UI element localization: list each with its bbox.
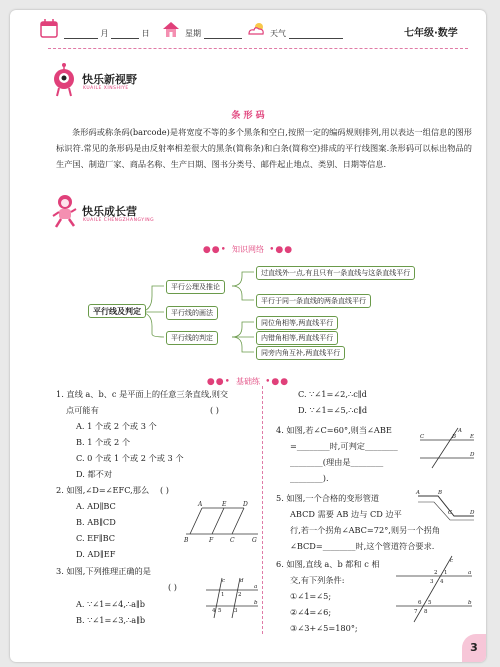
q6-condition-2: ②∠4=∠6; [290, 607, 332, 617]
q5-label-b: B [438, 490, 443, 496]
q6-condition-3: ③∠3+∠5=180°; [290, 623, 358, 633]
q4-stem: 4. 如图,若∠C=60°,则当∠ABE [276, 425, 392, 435]
q1-option-a[interactable]: A. 1 个或 2 个或 3 个 [76, 421, 157, 431]
article-body: 条形码或称条码(barcode)是将宽度不等的多个黑条和空白,按照一定的编码规则排列,用以表达一组信息的图形标识符.常见的条形码是由反射率相差很大的黑条(简称条)和白条(简称空)排成的平行线图案.条形码可以标出物品的生产国、制造厂家、商品名称、生产日期、图书分类号、邮件起止地点、类别、日期等信息. [56, 127, 472, 169]
q2-option-c[interactable]: C. EF∥BC [76, 533, 116, 543]
q4-figure [418, 426, 476, 470]
q2-label-g: G [252, 537, 257, 544]
q4-label-b: B [452, 434, 457, 440]
section-title-growth-camp: 快乐成长营 [82, 205, 137, 218]
q3-label-c: c [222, 578, 226, 584]
q2-label-d: D [243, 501, 248, 508]
q2-label-c: C [230, 537, 235, 544]
q1-option-b[interactable]: B. 1 个或 2 个 [76, 437, 131, 447]
network-root: 平行线及判定 [88, 304, 146, 318]
q3-label-4: 4 [212, 608, 216, 614]
q6-label-6: 6 [418, 600, 422, 606]
network-leaf-corresponding: 同位角相等,两直线平行 [256, 316, 338, 330]
q1-stem-cont: 点可能有 [66, 405, 99, 415]
q3-label-b: b [254, 600, 258, 606]
workbook-page [10, 10, 486, 662]
network-leaf-alternate: 内错角相等,两直线平行 [256, 331, 338, 345]
q4-label-e: E [470, 434, 475, 440]
q6-label-3: 3 [430, 579, 434, 585]
page-number: 3 [462, 634, 486, 662]
q4-reason-cont[interactable]: ________). [290, 473, 329, 483]
month-label: 月 [100, 29, 109, 38]
network-branch-criteria: 平行线的判定 [166, 331, 218, 345]
q2-label-f: F [209, 537, 214, 544]
q3-figure [204, 576, 260, 620]
q4-label-d: D [470, 452, 475, 458]
section-pinyin-new-horizons: KUAILE XINSHIYE [83, 86, 129, 91]
knowledge-network-label: 知识网络 [232, 245, 264, 254]
q5-label-a: A [416, 490, 420, 496]
day-label: 日 [141, 29, 150, 38]
q4-blank-line[interactable]: =________时,可判定________ [290, 441, 398, 451]
article-title: 条 形 码 [231, 111, 265, 121]
q6-label-5: 5 [428, 600, 432, 606]
q5-label-c: C [448, 510, 453, 516]
q5-label-d: D [470, 510, 475, 516]
dots-left-icon: ●●• [206, 377, 231, 387]
q5-stem: 5. 如图,一个合格的变形管道 [276, 493, 380, 503]
q2-answer-paren[interactable]: ( ) [160, 485, 169, 495]
q5-answer-line[interactable]: ∠BCD=________时,这个管道符合要求. [290, 541, 435, 551]
q6-label-b: b [468, 600, 472, 606]
q1-answer-paren[interactable]: ( ) [210, 405, 219, 415]
q2-label-e: E [222, 501, 227, 508]
q6-label-a: a [468, 570, 472, 576]
q3-label-d: d [240, 578, 244, 584]
q2-label-b: B [184, 537, 189, 544]
q2-option-b[interactable]: B. AB∥CD [76, 517, 116, 527]
q3-answer-paren[interactable]: ( ) [168, 582, 177, 592]
network-leaf-corollary: 平行于同一条直线的两条直线平行 [256, 294, 371, 308]
q6-label-7: 7 [414, 609, 418, 615]
q1-stem: 1. 直线 a、b、c 是平面上的任意三条直线,则交 [56, 389, 229, 399]
network-branch-axiom: 平行公理及推论 [166, 280, 225, 294]
network-leaf-interior: 同旁内角互补,两直线平行 [256, 346, 345, 360]
section-title-new-horizons: 快乐新视野 [82, 73, 137, 86]
network-connectors [10, 10, 486, 410]
q3-label-2: 2 [238, 592, 242, 598]
q3-option-c[interactable]: C. ∵∠1=∠2,∴c∥d [298, 389, 367, 399]
dots-left-icon: ●●• [202, 245, 227, 255]
q1-option-c[interactable]: C. 0 个或 1 个或 2 个或 3 个 [76, 453, 184, 463]
q2-option-a[interactable]: A. AD∥BC [76, 501, 116, 511]
q6-stem-cont: 交,有下列条件: [290, 575, 345, 585]
dots-right-icon: •●● [265, 377, 290, 387]
q2-stem: 2. 如图,∠D=∠EFC,那么 [56, 485, 150, 495]
q6-label-c: c [450, 558, 454, 564]
dots-right-icon: •●● [269, 245, 294, 255]
q3-label-1: 1 [221, 592, 225, 598]
q6-figure [392, 554, 476, 624]
q2-option-d[interactable]: D. AD∥EF [76, 549, 116, 559]
weekday-label: 星期 [185, 29, 201, 38]
weather-label: 天气 [270, 29, 286, 38]
q6-stem: 6. 如图,直线 a、b 都和 c 相 [276, 559, 380, 569]
q6-label-4: 4 [440, 579, 444, 585]
q6-label-2: 2 [434, 570, 438, 576]
q5-stem-cont: ABCD 需要 AB 边与 CD 边平 [290, 509, 402, 519]
q3-option-d[interactable]: D. ∵∠1=∠5,∴c∥d [298, 405, 368, 415]
q4-label-a: A [458, 428, 462, 434]
q3-option-b[interactable]: B. ∵∠1=∠3,∴a∥b [76, 615, 146, 625]
network-leaf-axiom: 过直线外一点,有且只有一条直线与这条直线平行 [256, 266, 415, 280]
q3-label-3: 3 [234, 608, 238, 614]
q4-label-c: C [420, 434, 425, 440]
q1-option-d[interactable]: D. 都不对 [76, 469, 113, 479]
q3-label-a: a [254, 584, 258, 590]
network-branch-drawing: 平行线的画法 [166, 306, 218, 320]
q6-label-1: 1 [444, 570, 448, 576]
q2-label-a: A [198, 501, 203, 508]
q2-figure [180, 498, 260, 550]
grade-subject: 七年级·数学 [404, 28, 458, 39]
q5-figure [414, 488, 476, 524]
q5-stem-cont2: 行,若一个拐角∠ABC=72°,则另一个拐角 [290, 525, 441, 535]
q3-label-5: 5 [218, 608, 222, 614]
q6-condition-1: ①∠1=∠5; [290, 591, 332, 601]
q3-option-a[interactable]: A. ∵∠1=∠4,∴a∥b [76, 599, 146, 609]
q3-stem: 3. 如图,下列推理正确的是 [56, 566, 151, 576]
section-pinyin-growth-camp: KUAILE CHENGZHANGYING [83, 218, 155, 223]
q6-label-8: 8 [424, 609, 428, 615]
basic-practice-label: 基础练 [236, 377, 260, 386]
column-divider [262, 386, 263, 634]
q4-reason-line[interactable]: ________(理由是________ [290, 457, 384, 467]
